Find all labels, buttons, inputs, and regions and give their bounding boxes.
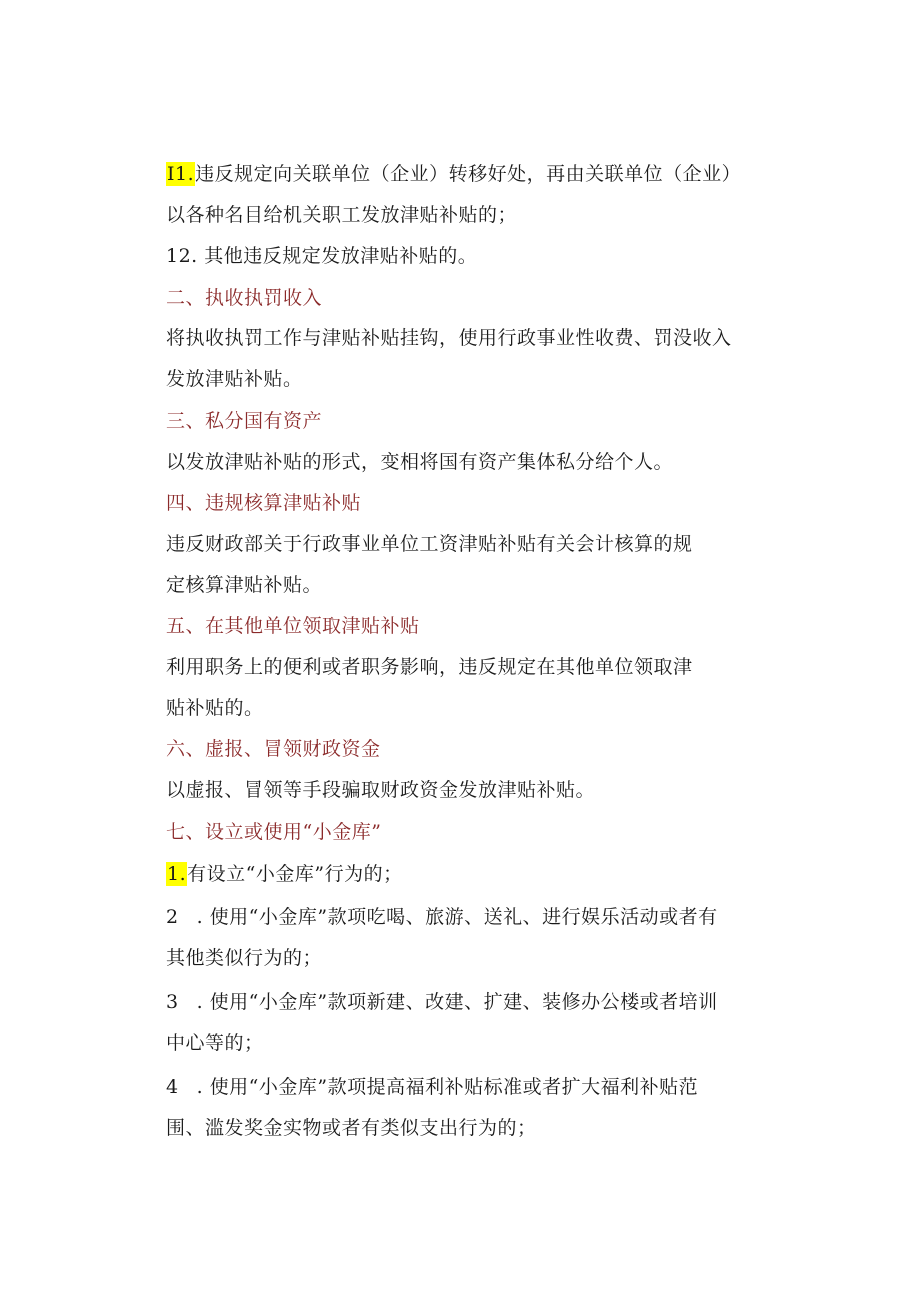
list-item-12: 12. 其他违反规定发放津贴补贴的。 — [166, 245, 478, 267]
paragraph-line: 利用职务上的便利或者职务影响，违反规定在其他单位领取津 — [166, 656, 693, 678]
paragraph-line: 发放津贴补贴。 — [166, 368, 303, 390]
section-heading-6: 六、虚报、冒领财政资金 — [166, 738, 381, 760]
section-heading-7: 七、设立或使用“小金库” — [166, 821, 382, 843]
paragraph-line: 将执收执罚工作与津贴补贴挂钩，使用行政事业性收费、罚没收入 — [166, 327, 732, 349]
line-text: . 使用“小金库”款项提高福利补贴标准或者扩大福利补贴范 — [196, 1076, 699, 1098]
line-text: 有设立“小金库”行为的； — [187, 863, 403, 885]
list-item-11-continued: 以各种名目给机关职工发放津贴补贴的； — [166, 204, 518, 226]
highlighted-number: I1. — [167, 163, 195, 185]
list-item-2 — [166, 905, 718, 929]
section-heading-3: 三、私分国有资产 — [166, 410, 323, 432]
line-text: . 使用“小金库”款项新建、改建、扩建、装修办公楼或者培训 — [196, 991, 718, 1013]
list-item-1 — [166, 862, 403, 886]
paragraph-line: 以发放津贴补贴的形式，变相将国有资产集体私分给个人。 — [166, 451, 674, 473]
list-item-4 — [166, 1075, 698, 1099]
highlighted-number: 1. — [167, 863, 187, 885]
section-heading-4: 四、违规核算津贴补贴 — [166, 492, 362, 514]
list-item-3 — [166, 990, 718, 1014]
paragraph-line: 以虚报、冒领等手段骗取财政资金发放津贴补贴。 — [166, 779, 596, 801]
line-text: 违反规定向关联单位（企业）转移好处，再由关联单位（企业） — [195, 163, 742, 185]
item-number: 2 — [166, 906, 179, 928]
item-number: 3 — [166, 991, 179, 1013]
paragraph-line: 贴补贴的。 — [166, 697, 264, 719]
list-item-2-continued: 其他类似行为的； — [166, 947, 323, 969]
line-text: . 使用“小金库”款项吃喝、旅游、送礼、进行娱乐活动或者有 — [196, 906, 718, 928]
list-item-11 — [166, 162, 741, 186]
section-heading-5: 五、在其他单位领取津贴补贴 — [166, 615, 420, 637]
item-number: 4 — [166, 1076, 179, 1098]
section-heading-2: 二、执收执罚收入 — [166, 287, 323, 309]
paragraph-line: 定核算津贴补贴。 — [166, 574, 323, 596]
list-item-4-continued: 围、滥发奖金实物或者有类似支出行为的； — [166, 1117, 537, 1139]
list-item-3-continued: 中心等的； — [166, 1032, 264, 1054]
paragraph-line: 违反财政部关于行政事业单位工资津贴补贴有关会计核算的规 — [166, 533, 693, 555]
